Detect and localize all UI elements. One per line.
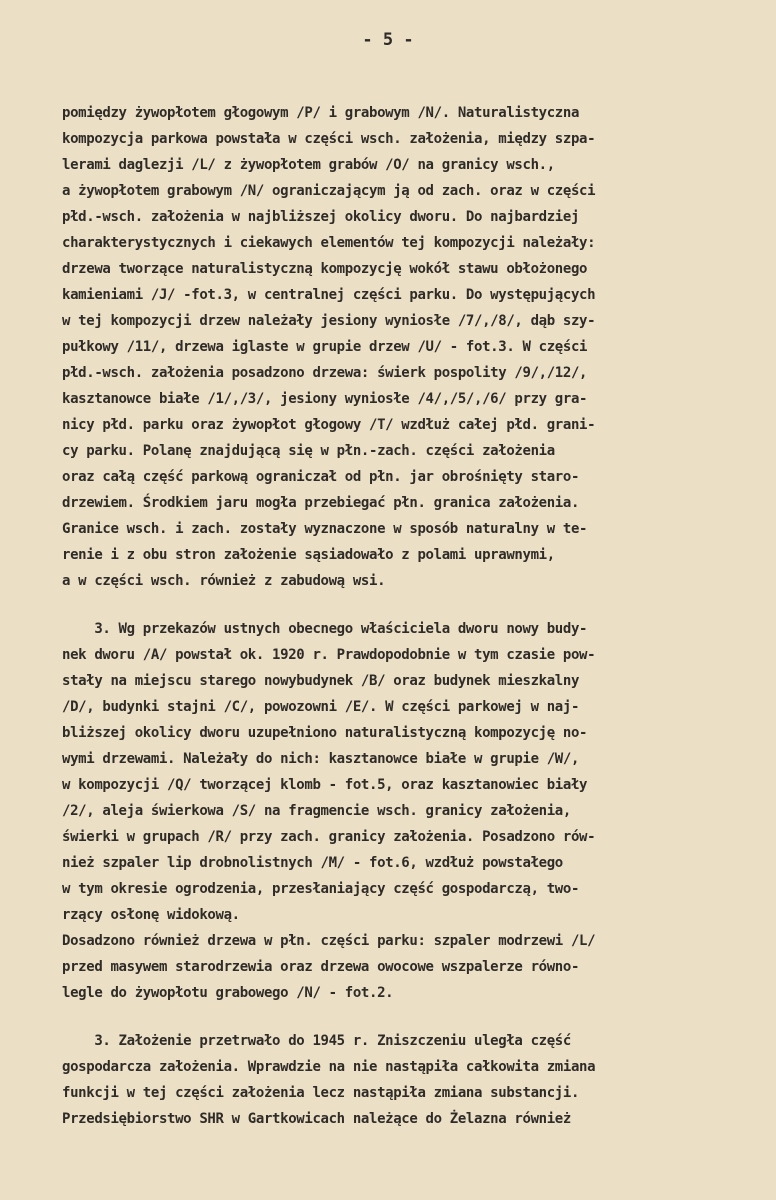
text-line: oraz całą część parkową ograniczał od płn. jar obrośnięty staro- <box>62 469 580 485</box>
text-line: Przedsiębiorstwo SHR w Gartkowicach należące do Żelazna również <box>62 1111 571 1127</box>
text-line: płd.-wsch. założenia w najbliższej okolicy dworu. Do najbardziej <box>62 209 580 225</box>
text-line: w kompozycji /Q/ tworzącej klomb - fot.5, oraz kasztanowiec biały <box>62 777 588 793</box>
text-line: nicy płd. parku oraz żywopłot głogowy /T/ wzdłuż całej płd. grani- <box>62 417 596 433</box>
text-line: rzący osłonę widokową. <box>62 907 240 923</box>
text-line: stały na miejscu starego nowybudynek /B/ oraz budynek mieszkalny <box>62 673 580 689</box>
text-line: nek dworu /A/ powstał ok. 1920 r. Prawdopodobnie w tym czasie pow- <box>62 647 596 663</box>
page-number: - 5 - <box>362 30 414 50</box>
text-line: Granice wsch. i zach. zostały wyznaczone w sposób naturalny w te- <box>62 521 588 537</box>
text-line: kompozycja parkowa powstała w części wsch. założenia, między szpa- <box>62 131 596 147</box>
text-line: drzewa tworzące naturalistyczną kompozycję wokół stawu obłożonego <box>62 261 588 277</box>
text-line: drzewiem. Środkiem jaru mogła przebiegać płn. granica założenia. <box>62 495 580 511</box>
text-line: legle do żywopłotu grabowego /N/ - fot.2. <box>62 985 394 1001</box>
text-line: wymi drzewami. Należały do nich: kasztanowce białe w grupie /W/, <box>62 751 580 767</box>
text-line: kamieniami /J/ -fot.3, w centralnej części parku. Do występujących <box>62 287 596 303</box>
text-line: /D/, budynki stajni /C/, powozowni /E/. W części parkowej w naj- <box>62 699 580 715</box>
text-line: 3. Założenie przetrwało do 1945 r. Zniszczeniu uległa część <box>62 1033 571 1049</box>
text-line: pułkowy /11/, drzewa iglaste w grupie drzew /U/ - fot.3. W części <box>62 339 588 355</box>
text-line: gospodarcza założenia. Wprawdzie na nie nastąpiła całkowita zmiana <box>62 1059 596 1075</box>
text-line: cy parku. Polanę znajdującą się w płn.-zach. części założenia <box>62 443 555 459</box>
text-line: w tej kompozycji drzew należały jesiony wyniosłe /7/,/8/, dąb szy- <box>62 313 596 329</box>
text-line: 3. Wg przekazów ustnych obecnego właściciela dworu nowy budy- <box>62 621 588 637</box>
text-line: funkcji w tej części założenia lecz nastąpiła zmiana substancji. <box>62 1085 580 1101</box>
text-line: bliższej okolicy dworu uzupełniono naturalistyczną kompozycję no- <box>62 725 588 741</box>
text-line: kasztanowce białe /1/,/3/, jesiony wyniosłe /4/,/5/,/6/ przy gra- <box>62 391 588 407</box>
text-line: świerki w grupach /R/ przy zach. granicy założenia. Posadzono rów- <box>62 829 596 845</box>
text-line: przed masywem starodrzewia oraz drzewa owocowe wszpalerze równo- <box>62 959 580 975</box>
text-line: w tym okresie ogrodzenia, przesłaniający część gospodarczą, two- <box>62 881 580 897</box>
text-line: a żywopłotem grabowym /N/ ograniczającym ją od zach. oraz w części <box>62 183 596 199</box>
text-line: lerami daglezji /L/ z żywopłotem grabów /O/ na granicy wsch., <box>62 157 555 173</box>
text-line: Dosadzono również drzewa w płn. części parku: szpaler modrzewi /L/ <box>62 933 596 949</box>
text-line: nież szpaler lip drobnolistnych /M/ - fot.6, wzdłuż powstałego <box>62 855 563 871</box>
text-line: /2/, aleja świerkowa /S/ na fragmencie wsch. granicy założenia, <box>62 803 571 819</box>
text-line: renie i z obu stron założenie sąsiadowało z polami uprawnymi, <box>62 547 555 563</box>
text-line: pomiędzy żywopłotem głogowym /P/ i grabowym /N/. Naturalistyczna <box>62 105 580 121</box>
text-line: płd.-wsch. założenia posadzono drzewa: świerk pospolity /9/,/12/, <box>62 365 588 381</box>
text-line: charakterystycznych i ciekawych elementów tej kompozycji należały: <box>62 235 596 251</box>
text-line: a w części wsch. również z zabudową wsi. <box>62 573 386 589</box>
